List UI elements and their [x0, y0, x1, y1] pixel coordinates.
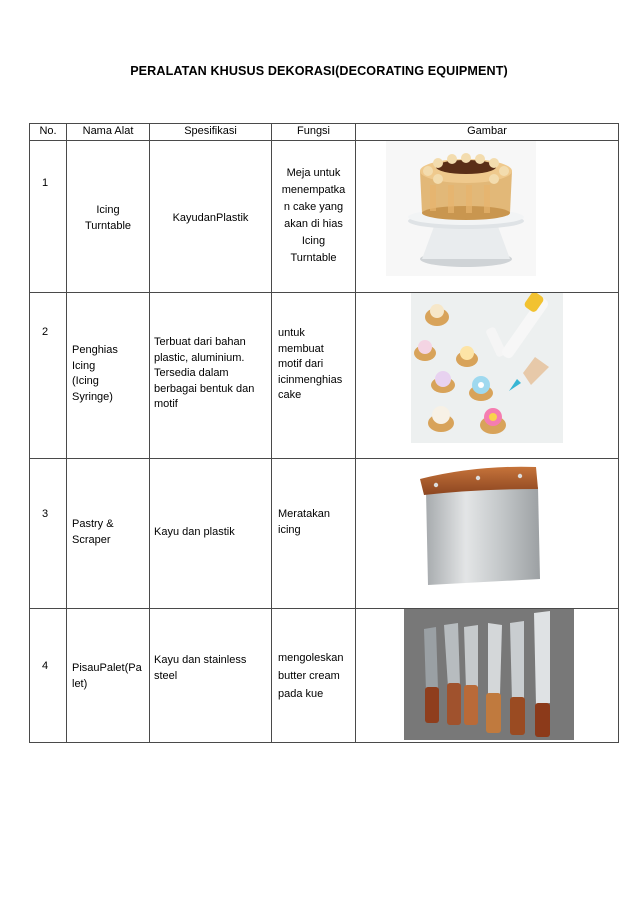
header-spec: Spesifikasi	[150, 124, 272, 141]
cell-no	[30, 293, 67, 459]
cell-function	[272, 141, 356, 293]
tool-function: Meratakan icing	[278, 508, 330, 536]
cell-no	[30, 459, 67, 609]
cell-function	[272, 293, 356, 459]
cell-image	[356, 141, 619, 293]
tool-spec: Kayu dan plastik	[154, 526, 235, 538]
header-name: Nama Alat	[67, 124, 150, 141]
cake-turntable-image	[386, 141, 536, 282]
cell-function	[272, 459, 356, 609]
row-number: 4	[42, 660, 49, 672]
icing-syringe-cupcakes-image	[411, 293, 563, 449]
tool-name: Penghias Icing (Icing Syringe)	[72, 344, 118, 403]
table-row	[30, 141, 619, 293]
header-image: Gambar	[356, 124, 619, 141]
header-no: No.	[30, 124, 67, 141]
tool-function: untuk membuat motif dari icinmenghias cake	[278, 327, 343, 401]
row-number: 2	[42, 326, 49, 338]
header-function: Fungsi	[272, 124, 356, 141]
dough-scraper-image	[406, 463, 546, 599]
tool-name: Pastry & Scraper	[72, 518, 114, 546]
cell-name	[67, 609, 150, 743]
cell-function	[272, 609, 356, 743]
cell-name	[67, 141, 150, 293]
cell-name	[67, 293, 150, 459]
cell-spec	[150, 141, 272, 293]
table-row	[30, 293, 619, 459]
tool-name: Icing Turntable	[84, 204, 132, 232]
row-number: 3	[42, 508, 49, 520]
cell-spec	[150, 293, 272, 459]
cell-no	[30, 609, 67, 743]
table-row	[30, 609, 619, 743]
cell-no	[30, 141, 67, 293]
tool-spec: KayudanPlastik	[172, 212, 249, 224]
cell-name	[67, 459, 150, 609]
tool-function: mengoleskan butter cream pada kue	[278, 652, 344, 700]
tool-function: Meja untuk menempatka n cake yang akan di hias Icing Turntable	[281, 167, 346, 264]
cell-spec	[150, 459, 272, 609]
row-number: 1	[42, 177, 49, 189]
tool-spec: Terbuat dari bahan plastic, aluminium. Tersedia dalam berbagai bentuk dan motif	[154, 336, 255, 410]
tool-name: PisauPalet(Pa let)	[72, 662, 142, 690]
page-title: PERALATAN KHUSUS DEKORASI(DECORATING EQUIPMENT)	[130, 64, 508, 78]
equipment-table	[29, 123, 619, 743]
table-row	[30, 459, 619, 609]
cell-image	[356, 609, 619, 743]
table-header-row	[30, 124, 619, 141]
tool-spec: Kayu dan stainless steel	[154, 654, 247, 682]
cell-spec	[150, 609, 272, 743]
cell-image	[356, 459, 619, 609]
cell-image	[356, 293, 619, 459]
palette-knives-image	[404, 609, 574, 746]
